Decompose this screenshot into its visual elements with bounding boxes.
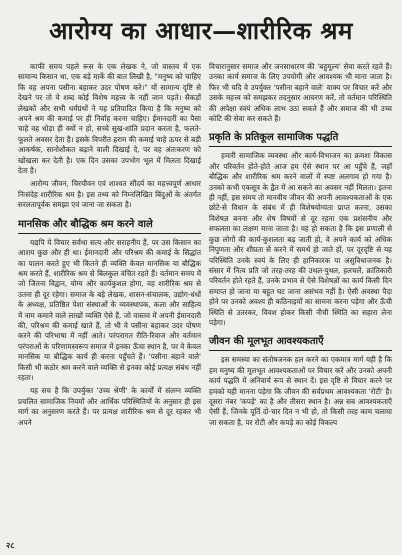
right-section-2-paragraph: इस समस्या का संतोषजनक हल करने का एकमात्र मार्ग यही है कि हम मनुष्य की मूलभूत आवश्यकताओं पर विचार करें और उनको अपनी कार्य पद्धति में अनिवार्य रूप से स्थान दें। इस दृष्टि से विचार करने पर हमको यही मानना पड़ेगा कि जीवन की सर्वप्रथम आवश्यकता 'रोटी' है। दूसरा नंबर 'कपड़े' का है और तीसरा स्थान है। अन्न सब आवश्यकताएँ ऐसी हैं, जिनके पूर्ति दो-चार दिन न भी हो, तो किसी तरह काम चलाया जा सकता है, पर रोटी और कपड़े का कोई विकल्प bbox=[209, 355, 392, 427]
page-title: आरोग्य का आधार—शारीरिक श्रम bbox=[49, 16, 353, 45]
section-heading-social-system: प्रकृति के प्रतिकूल सामाजिक पद्धति bbox=[209, 131, 392, 147]
right-column bbox=[209, 62, 392, 431]
left-intro-paragraph-2: आरोग्य जीवन, चिरयौवन एवं शाश्वत सौंदर्य का महत्त्वपूर्ण आधार निःसंदेह शारीरिक श्रम है। इस तथ्य को निम्नलिखित बिंदुओं के अंतर्गत सरलतापूर्वक समझा एवं जाना जा सकता है। bbox=[18, 179, 201, 210]
title-band bbox=[0, 0, 402, 62]
left-intro-paragraph-1: काफी समय पहले रूस के एक लेखक ने, जो वास्तव में एक सामान्य किसान था, एक बड़े मार्के की बात लिखी है, "मनुष्य को चाहिए कि वह अपना पसीना बहाकर उदर पोषण करे।" यों सामान्य दृष्टि से देखने पर तो ये शब्द कोई विशेष महत्त्व के नहीं जान पड़ते। सैकड़ों लेखकों और सभी धर्मग्रंथों ने यह प्रतिपादित किया है कि मनुष्य को अपने श्रम की कमाई पर ही निर्वाह करना चाहिए। ईमानदारी का पैसा चाहे वह थोड़ा ही क्यों न हो, सच्चे सुख-शांति प्रदान करता है, फलते-फूलते अवसर देता है। इसके विपरीत हराम की कमाई चाहे ऊपर से बड़ी आकर्षक, सानोशौकत बढ़ाने वाली दिखाई दे, पर वह अंतःकरण को खोखला कर देती है। एक दिन उसका उपभोग भूल में मिलता दिखाई देता है। bbox=[18, 62, 201, 176]
left-section-paragraph-2: यह सच है कि उपर्युक्त 'उच्च श्रेणी' के कार्यों में संलग्न व्यक्ति प्रचलित सामाजिक नियमों और आर्थिक परिस्थितियों के अनुसार ही इस मार्ग का अनुसरण करते हैं। पर प्रत्यक्ष शारीरिक श्रम से दूर रहकर भी अपने bbox=[18, 386, 201, 427]
left-column bbox=[18, 62, 201, 431]
section-heading-basic-needs: जीवन की मूलभूत आवश्यकताएँ bbox=[209, 335, 392, 351]
section-heading-mental-labour: मानसिक और बौद्धिक श्रम करने वाले bbox=[18, 218, 201, 234]
left-section-paragraph-1: यद्यपि ये विचार सर्वथा सत्य और सराहनीय हैं, पर उस किसान का आशय कुछ और ही था। ईमानदारी और परिश्रम की कमाई के सिद्धांत का पालन करते हुए भी कितने ही व्यक्ति केवल मानसिक या बौद्धिक श्रम करते हैं, शारीरिक श्रम से बिलकुल वंचित रहते हैं। वर्तमान समय में जो जितना विद्वान, योग्य और कार्यकुशल होगा, वह शारीरिक श्रम से उतना ही दूर रहेगा। समाज के बड़े लेखक, शासन-संचालक, उद्योग-धंधों के अध्यक्ष, प्रतिष्ठित पेशा संस्थाओं के व्यवस्थापक, कला और साहित्य में नाम कमाने वाले लाखों व्यक्ति ऐसे हैं, जो वास्तव में अपनी ईमानदारी की, परिश्रम की कमाई खाते हैं, तो भी वे पसीना बहाकर उदर पोषण करने की परिभाषा में नहीं आते। परंपरागत रीति-रिवाज और वर्तमान परंपराओं के परिणामस्वरूप समाज में इनका ऊँचा स्थान है, पर वे केवल मानसिक या बौद्धिक कार्य ही करना पहुँचते हैं। 'पसीना बहाने वाले' किसी भी कठोर श्रम करने वाले व्यक्ति से इनका कोई प्रत्यक्ष संबंध नहीं रहता। bbox=[18, 237, 201, 382]
right-intro-paragraph: विचारानुसार समाज और जनसाधारण की 'बहुमूल्य' सेवा करते रहते हैं। उनका कार्य समाज के लिए उपयोगी और आवश्यक भी माना जाता है। फिर भी यदि वे उपर्युक्त 'पसीना बहाने वाले' वाक्य पर विचार करें और उसके महत्त्व को समझकर तदनुसार आचरण करें, तो वर्तमान परिस्थिति की अपेक्षा स्वयं अधिक लाभ उठा सकते हैं और समाज की भी उच्च कोटि की सेवा कर सकते हैं। bbox=[209, 62, 392, 124]
right-section-1-paragraph: हमारी सामाजिक व्यवस्था और कार्य-विभाजन का क्रमशः विकास और परिवर्तन होते-होते आज हम ऐसे स्थान पर आ पहुँचे हैं, जहाँ बौद्धिक और शारीरिक श्रम करने वालों में स्पष्ट अलगाव हो गया है। उनको कभी एकसूत्र के द्वैत में आ सकने का अवसर नहीं मिलता। इतना ही नहीं, इस समय तो मानवीय जीवन की अपनी आवश्यकताओं के एक छोटे-से विधान के संबंध में ही विशेषयोग्यता प्राप्त करना, उसका विशेषज्ञ बनना और शेष विषयों से दूर रहना एक प्रशंसनीय और सफलता का लक्षण माना जाता है। यह हो सकता है कि इस प्रणाली से कुछ लोगों की कार्य-कुशलता बढ़ जाती हो, वे अपने कार्य को अधिक निपुणता और शीघ्रता से करने में समर्थ हो जाते हों, पर दूरदृष्टि से यह परिस्थिति उनके स्वयं के लिए ही हानिकारक या असुविधाजनक है। संसार में नित्य प्रति जो तरह-तरह की उथल-पुथल, हलचलें, क्रांतिकारी परिवर्तन होते रहते हैं, उनके प्रभाव से ऐसे विशेषज्ञों का कार्य किसी दिन समाप्त हो जाना या बहुत घट जाना असंभव नहीं है। ऐसी अवस्था पैदा होने पर उनको अवश्य ही कठिनाइयों का सामना करना पड़ेगा और ऊँची स्थिति से उतरकर, विवश होकर किसी नीची स्थिति का सहारा लेना पड़ेगा। bbox=[209, 151, 392, 327]
page-number: २८ bbox=[6, 540, 15, 550]
